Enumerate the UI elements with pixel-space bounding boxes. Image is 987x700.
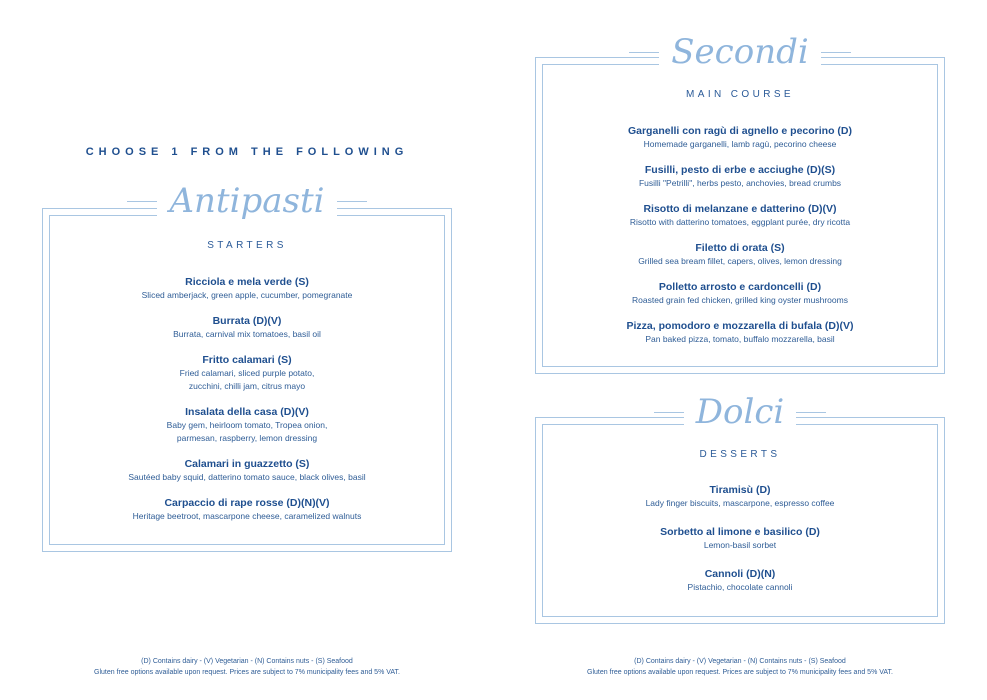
menu-item <box>536 567 944 594</box>
menu-item <box>43 314 451 341</box>
item-desc: Pistachio, chocolate cannoli <box>687 582 793 592</box>
item-name: Burrata (D)(V) <box>212 315 282 327</box>
allergen-legend: (D) Contains dairy - (V) Vegetarian - (N) Contains nuts - (S) Seafood <box>141 658 353 665</box>
menu-item <box>43 496 451 523</box>
menu-item <box>536 124 944 151</box>
item-name: Sorbetto al limone e basilico (D) <box>660 526 820 538</box>
item-desc: zucchini, chilli jam, citrus mayo <box>188 381 306 391</box>
item-desc: Homemade garganelli, lamb ragù, pecorino cheese <box>643 139 837 149</box>
item-name: Insalata della casa (D)(V) <box>185 406 309 418</box>
item-name: Polletto arrosto e cardoncelli (D) <box>658 281 822 293</box>
starters-frame <box>42 181 452 552</box>
menu-item <box>536 483 944 510</box>
item-name: Pizza, pomodoro e mozzarella di bufala (D)(V) <box>626 320 854 332</box>
item-desc: Burrata, carnival mix tomatoes, basil oil <box>173 329 321 339</box>
item-name: Carpaccio di rape rosse (D)(N)(V) <box>164 497 330 509</box>
item-desc: Fried calamari, sliced purple potato, <box>179 368 315 378</box>
item-desc: Roasted grain fed chicken, grilled king oyster mushrooms <box>632 295 848 305</box>
menu-item <box>43 405 451 445</box>
menu-item <box>536 241 944 268</box>
item-desc: Pan baked pizza, tomato, buffalo mozzarella, basil <box>645 334 835 344</box>
item-name: Calamari in guazzetto (S) <box>184 458 310 470</box>
menu-item <box>536 319 944 346</box>
starters-list <box>43 275 451 535</box>
item-desc: parmesan, raspberry, lemon dressing <box>176 433 318 443</box>
mains-list <box>536 124 944 358</box>
choose-heading: CHOOSE 1 FROM THE FOLLOWING <box>85 146 409 158</box>
right-footer <box>530 656 950 678</box>
menu-item <box>43 353 451 393</box>
item-desc: Heritage beetroot, mascarpone cheese, caramelized walnuts <box>132 511 362 521</box>
mains-subtitle: MAIN COURSE <box>686 89 794 100</box>
pricing-note: Gluten free options available upon request. Prices are subject to 7% municipality fees and 5% VAT. <box>94 669 400 676</box>
item-name: Tiramisù (D) <box>709 484 771 496</box>
desserts-script-title <box>536 392 944 432</box>
item-name: Filetto di orata (S) <box>695 242 785 254</box>
item-desc: Baby gem, heirloom tomato, Tropea onion, <box>166 420 328 430</box>
mains-script-text: Secondi <box>659 32 820 72</box>
item-desc: Grilled sea bream fillet, capers, olives, lemon dressing <box>638 256 842 266</box>
item-desc: Sautéed baby squid, datterino tomato sauce, black olives, basil <box>128 472 366 482</box>
item-desc: Sliced amberjack, green apple, cucumber, pomegranate <box>141 290 353 300</box>
menu-item <box>43 275 451 302</box>
item-desc: Lemon-basil sorbet <box>703 540 777 550</box>
desserts-subtitle: DESSERTS <box>699 449 781 460</box>
item-desc: Lady finger biscuits, mascarpone, espresso coffee <box>645 498 835 508</box>
item-name: Fusilli, pesto di erbe e acciughe (D)(S) <box>644 164 836 176</box>
item-desc: Risotto with datterino tomatoes, eggplant purée, dry ricotta <box>629 217 851 227</box>
starters-script-title <box>43 181 451 221</box>
item-name: Ricciola e mela verde (S) <box>185 276 309 288</box>
mains-frame <box>535 32 945 374</box>
allergen-legend: (D) Contains dairy - (V) Vegetarian - (N) Contains nuts - (S) Seafood <box>634 658 846 665</box>
desserts-list <box>536 483 944 606</box>
item-name: Cannoli (D)(N) <box>704 568 776 580</box>
menu-item <box>536 163 944 190</box>
desserts-frame <box>535 392 945 624</box>
menu-item <box>536 202 944 229</box>
menu-item <box>43 457 451 484</box>
desserts-script-text: Dolci <box>684 392 797 432</box>
item-desc: Fusilli "Petrilli", herbs pesto, anchovies, bread crumbs <box>638 178 842 188</box>
starters-script-text: Antipasti <box>157 181 336 221</box>
item-name: Risotto di melanzane e datterino (D)(V) <box>643 203 837 215</box>
starters-subtitle: STARTERS <box>207 240 287 251</box>
menu-item <box>536 525 944 552</box>
menu-item <box>536 280 944 307</box>
left-footer <box>37 656 457 678</box>
mains-script-title <box>536 32 944 72</box>
item-name: Fritto calamari (S) <box>202 354 292 366</box>
item-name: Garganelli con ragù di agnello e pecorino (D) <box>627 125 853 137</box>
pricing-note: Gluten free options available upon request. Prices are subject to 7% municipality fees and 5% VAT. <box>587 669 893 676</box>
